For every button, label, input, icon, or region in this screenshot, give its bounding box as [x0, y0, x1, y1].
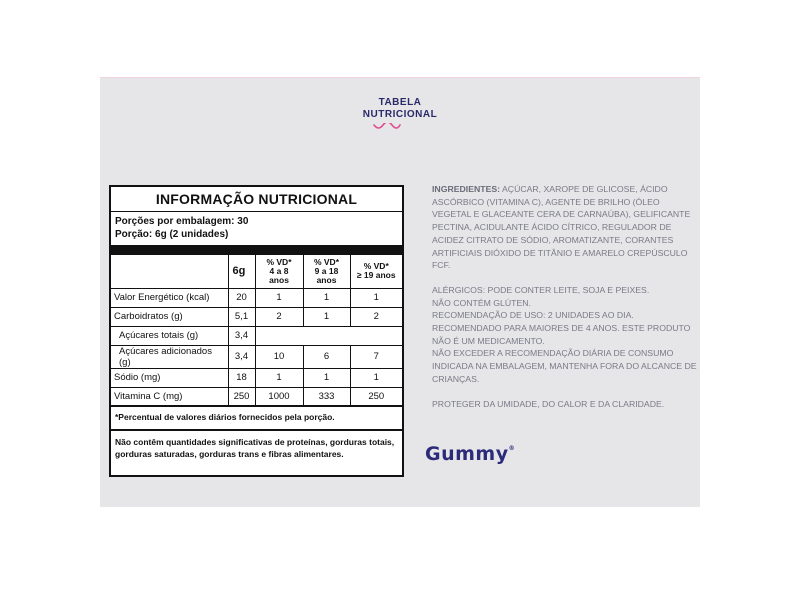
- nutrient-vd-4-8: 1000: [255, 387, 303, 406]
- nutrient-vd-4-8: 10: [255, 345, 303, 368]
- column-header-line1: % VD*: [266, 256, 292, 267]
- table-header-row: [111, 255, 402, 288]
- ingredients-label: INGREDIENTES:: [432, 184, 501, 194]
- column-header-line1: % VD*: [313, 256, 340, 267]
- section-title-line2: NUTRICIONAL: [362, 109, 438, 120]
- table-row: [111, 307, 402, 326]
- table-divider-bar: [111, 245, 402, 255]
- servings-per-pack: Porções por embalagem: 30: [115, 216, 249, 227]
- nutrient-vd-4-8: 2: [255, 307, 303, 326]
- nutrient-name: Vitamina C (mg): [111, 387, 228, 406]
- nutrient-vd-4-8: 1: [255, 288, 303, 307]
- product-info: [432, 183, 698, 422]
- ingredients-paragraph: [432, 183, 698, 272]
- nutrient-vd-19plus: 2: [350, 307, 402, 326]
- servings-info: [111, 212, 402, 245]
- column-header-line2: ≥ 19 anos: [356, 270, 396, 281]
- table-row: [111, 288, 402, 307]
- nutrition-panel: [100, 77, 700, 507]
- column-header-line2: 4 a 8 anos: [269, 265, 289, 285]
- column-header: [350, 255, 402, 288]
- allergens-text: ALÉRGICOS: PODE CONTER LEITE, SOJA E PEIXES.: [432, 284, 650, 295]
- daily-value-footnote: *Percentual de valores diários fornecidos pela porção.: [111, 407, 402, 431]
- nutrient-amount: 5,1: [228, 307, 255, 326]
- ingredients-text: AÇÚCAR, XAROPE DE GLICOSE, ÁCIDO ASCÓRBICO (VITAMINA C), AGENTE DE BRILHO (ÓLEO VEGETAL E GLACEANTE CERA DE CARNAÚBA), GELIFICANTE PECTINA, ACIDULANTE ÁCIDO CÍTRICO, REGULADOR DE ACIDEZ CITRATO DE SÓDIO, AROMATIZANTE, CORANTES ARTIFICIAIS DIÓXIDO DE TITÂNIO E AMARELO CREPÚSCULO FCF.: [432, 184, 691, 271]
- usage-text: RECOMENDAÇÃO DE USO: 2 UNIDADES AO DIA. RECOMENDADO PARA MAIORES DE 4 ANOS. ESTE PRODUTO NÃO É UM MEDICAMENTO.: [432, 310, 691, 346]
- nutrient-amount: 250: [228, 387, 255, 406]
- nutrient-vd-9-18: 333: [303, 387, 350, 406]
- wave-decoration-icon: [373, 123, 401, 131]
- gummy-logo: [425, 443, 515, 465]
- nutrient-name: Carboidratos (g): [111, 307, 228, 326]
- nutrient-vd-4-8: 1: [255, 368, 303, 387]
- nutrient-vd-4-8: [255, 326, 303, 345]
- nutrient-amount: 18: [228, 368, 255, 387]
- nutrient-name: Açúcares adicionados (g): [111, 345, 228, 368]
- nutrient-amount: 20: [228, 288, 255, 307]
- nutrient-vd-19plus: 7: [350, 345, 402, 368]
- nutrient-vd-9-18: 1: [303, 288, 350, 307]
- nutrient-vd-19plus: 1: [350, 288, 402, 307]
- column-header: 6g: [228, 255, 255, 288]
- table-row: [111, 368, 402, 387]
- nutrient-vd-19plus: 250: [350, 387, 402, 406]
- nutrient-name: Valor Energético (kcal): [111, 288, 228, 307]
- nutrient-amount: 3,4: [228, 345, 255, 368]
- nutrient-vd-9-18: [303, 326, 350, 345]
- section-heading: [100, 97, 700, 121]
- column-header: [303, 255, 350, 288]
- nutrient-vd-9-18: 1: [303, 307, 350, 326]
- table-row: [111, 345, 402, 368]
- table-row: [111, 326, 402, 345]
- logo-text: Gummy: [425, 443, 509, 465]
- nutrient-vd-19plus: 1: [350, 368, 402, 387]
- warning-text: NÃO EXCEDER A RECOMENDAÇÃO DIÁRIA DE CONSUMO INDICADA NA EMBALAGEM, MANTENHA FORA DO ALCANCE DE CRIANÇAS.: [432, 348, 697, 384]
- serving-size: Porção: 6g (2 unidades): [115, 229, 229, 240]
- storage-text: PROTEGER DA UMIDADE, DO CALOR E DA CLARIDADE.: [432, 398, 665, 409]
- nutrient-vd-19plus: [350, 326, 402, 345]
- column-header: [255, 255, 303, 288]
- nutrient-vd-9-18: 1: [303, 368, 350, 387]
- nutrient-name: Açúcares totais (g): [111, 326, 228, 345]
- nutrition-disclaimer: Não contêm quantidades significativas de proteínas, gorduras totais, gorduras saturadas, gorduras trans e fibras alimentares.: [115, 437, 395, 459]
- section-title-line1: TABELA: [378, 97, 422, 108]
- trademark-symbol: ®: [508, 445, 516, 452]
- column-header-line1: % VD*: [363, 261, 389, 272]
- header-blank: [111, 255, 228, 288]
- table-row: [111, 387, 402, 406]
- column-header-line2: 9 a 18 anos: [314, 265, 339, 285]
- nutrient-table: [111, 255, 402, 407]
- nutrient-vd-9-18: 6: [303, 345, 350, 368]
- nutrition-facts-table: [109, 185, 404, 477]
- gluten-text: NÃO CONTÉM GLÚTEN.: [432, 297, 531, 308]
- nutrition-title: INFORMAÇÃO NUTRICIONAL: [111, 187, 402, 212]
- nutrient-name: Sódio (mg): [111, 368, 228, 387]
- nutrient-amount: 3,4: [228, 326, 255, 345]
